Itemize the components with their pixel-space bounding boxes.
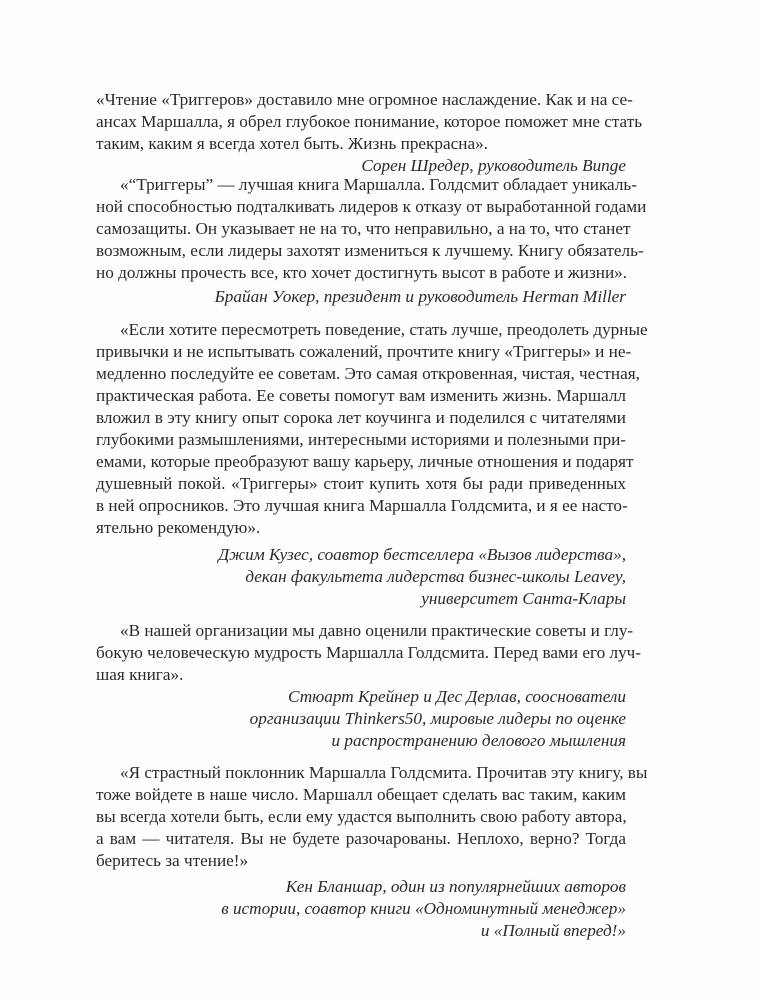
quote-text-line: тоже войдете в наше число. Маршалл обещает сделать вас таким, каким (96, 785, 626, 804)
quote-text-line: «Если хотите пересмотреть поведение, стать лучше, преодолеть дурные (120, 320, 648, 339)
quote-attribution: университет Санта-Клары (421, 589, 626, 608)
quote-text-line: вы всегда хотели быть, если ему удастся выполнить свою работу автора, (96, 807, 627, 826)
quote-attribution: в истории, соавтор книги «Одноминутный менеджер» (221, 899, 626, 918)
quote-text-line: возможным, если лидеры захотят измениться к лучшему. Книгу обязатель- (96, 241, 644, 260)
quote-text-line: ансах Маршалла, я обрел глубокое понимание, которое поможет мне стать (96, 112, 643, 131)
quote-text-line: таким, каким я всегда хотел быть. Жизнь прекрасна». (96, 134, 488, 153)
quote-attribution: и распространению делового мышления (331, 731, 626, 750)
quote-text-line: бокую человеческую мудрость Маршалла Голдсмита. Перед вами его луч- (96, 643, 642, 662)
quote-attribution: и «Полный вперед!» (480, 921, 626, 940)
quote-text-line: но должны прочесть все, кто хочет достигнуть высот в работе и жизни». (96, 263, 628, 282)
quote-text-line: вложил в эту книгу опыт сорока лет коучинга и поделился с читателями (96, 408, 626, 427)
quote-attribution: Стюарт Крейнер и Дес Дерлав, сооснователи (288, 687, 626, 706)
quote-text-line: беритесь за чтение!» (96, 851, 249, 870)
quote-text-line: «Я страстный поклонник Маршалла Голдсмита. Прочитав эту книгу, вы (120, 763, 648, 782)
quote-text-line: «“Триггеры” — лучшая книга Маршалла. Голдсмит обладает уникаль- (120, 175, 637, 194)
quote-attribution: Брайан Уокер, президент и руководитель Herman Miller (214, 287, 626, 306)
quote-attribution: Сорен Шредер, руководитель Bunge (361, 156, 626, 175)
quote-attribution: Джим Кузес, соавтор бестселлера «Вызов лидерства», (218, 545, 626, 564)
quote-text-line: привычки и не испытывать сожалений, прочтите книгу «Триггеры» и не- (96, 342, 632, 361)
quote-text-line: «Чтение «Триггеров» доставило мне огромное наслаждение. Как и на се- (96, 90, 633, 109)
quote-attribution: Кен Бланшар, один из популярнейших авторов (285, 877, 626, 896)
quote-text-line: душевный покой. «Триггеры» стоит купить хотя бы ради приведенных (96, 474, 626, 493)
quote-text-line: а вам — читателя. Вы не будете разочарованы. Неплохо, верно? Тогда (96, 829, 626, 848)
quote-text-line: емами, которые преобразуют вашу карьеру, личные отношения и подарят (96, 452, 634, 471)
quote-attribution: организации Thinkers50, мировые лидеры по оценке (249, 709, 626, 728)
quote-text-line: шая книга». (96, 665, 184, 684)
quote-attribution: декан факультета лидерства бизнес-школы Leavey, (245, 567, 626, 586)
quote-text-line: самозащиты. Он указывает не на то, что неправильно, а на то, что станет (96, 219, 631, 238)
quote-text-line: медленно последуйте ее советам. Это самая откровенная, чистая, честная, (96, 364, 640, 383)
quote-text-line: глубокими размышлениями, интересными историями и полезными при- (96, 430, 626, 449)
quote-text-line: практическая работа. Ее советы помогут вам изменить жизнь. Маршалл (96, 386, 626, 405)
quote-text-line: «В нашей организации мы давно оценили практические советы и глу- (120, 621, 634, 640)
quote-text-line: в ней опросников. Это лучшая книга Маршалла Голдсмита, и я ее насто- (96, 496, 628, 515)
quote-text-line: ятельно рекомендую». (96, 518, 261, 537)
quote-text-line: ной способностью подталкивать лидеров к отказу от выработанной годами (96, 197, 647, 216)
